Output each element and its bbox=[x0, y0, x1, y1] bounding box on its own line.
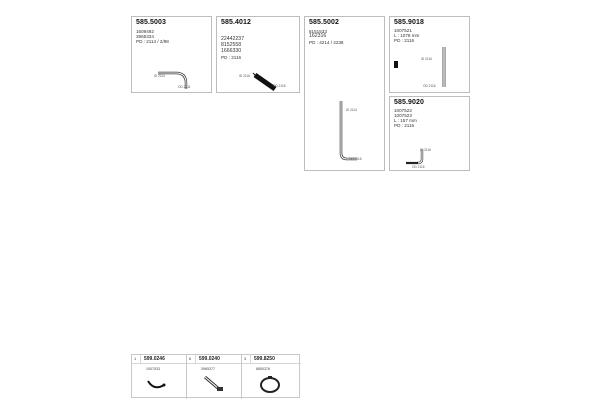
part-quantity: 1 bbox=[134, 356, 137, 361]
part-card-585-4012 bbox=[216, 16, 300, 93]
part-card-585-9018 bbox=[389, 16, 470, 93]
callout-label: ID 2116 bbox=[239, 74, 250, 78]
callout-label: OD 2116 bbox=[273, 84, 286, 88]
part-note: L : 157 mm bbox=[394, 118, 417, 123]
callout-label: ID 2116 bbox=[421, 57, 432, 61]
part-ref: 162316 bbox=[309, 33, 327, 39]
callout-label: ID 2114 bbox=[154, 74, 165, 78]
part-ref: 1007533 bbox=[146, 367, 160, 371]
part-ref: 1666330 bbox=[221, 48, 242, 54]
part-code: 585.5002 bbox=[309, 19, 339, 26]
part-ref: 22442237 bbox=[221, 36, 245, 42]
clamp-mark bbox=[394, 61, 398, 68]
part-card-585-5003 bbox=[131, 16, 212, 93]
part-ref: 8151533 bbox=[309, 29, 327, 34]
part-note: PD : 2116 bbox=[221, 55, 242, 60]
part-quantity: 3 bbox=[244, 356, 247, 361]
part-code: 599.0246 bbox=[144, 355, 165, 362]
part-ref: 1609492 bbox=[136, 29, 154, 34]
part-note: PD : 2116 bbox=[394, 123, 415, 128]
part-code: 585.4012 bbox=[221, 19, 251, 26]
part-code: 585.5003 bbox=[136, 19, 166, 26]
part-quantity: 6 bbox=[189, 356, 192, 361]
callout-label: ID 2116 bbox=[420, 148, 431, 152]
callout-label: OD 2116 bbox=[412, 165, 425, 169]
part-ref: 1007523 bbox=[394, 113, 412, 118]
part-code: 599.0240 bbox=[199, 355, 220, 362]
callout-label: OD 2211 bbox=[178, 85, 191, 89]
part-ref: 8152558 bbox=[221, 42, 242, 48]
part-card-585-9020 bbox=[389, 96, 470, 171]
callout-label: OD 2116 bbox=[423, 84, 436, 88]
part-code: 585.9018 bbox=[394, 19, 424, 26]
bottom-part-cell bbox=[132, 355, 187, 399]
callout-label: OD 2116 bbox=[349, 157, 362, 161]
part-note: PD : 2116 bbox=[394, 38, 415, 43]
part-ref: 3965377 bbox=[201, 367, 215, 371]
bracket-drawing bbox=[201, 373, 231, 393]
part-note: PD : 4214 / 4238 bbox=[309, 40, 344, 45]
part-ref: 1007522 bbox=[394, 108, 412, 113]
callout-label: ID 2114 bbox=[346, 108, 357, 112]
part-ref: 1007521 bbox=[394, 28, 412, 33]
cell-divider bbox=[195, 355, 196, 363]
bottom-part-cell bbox=[242, 355, 301, 399]
part-ref: 3965334 bbox=[136, 34, 154, 39]
part-card-585-5002 bbox=[304, 16, 385, 171]
bottom-parts-strip bbox=[131, 354, 300, 398]
clamp-ring-drawing bbox=[256, 373, 286, 395]
bottom-part-cell bbox=[187, 355, 242, 399]
part-code: 599.8250 bbox=[254, 355, 275, 362]
curved-clip-drawing bbox=[144, 375, 174, 395]
elbow-pipe-drawing bbox=[148, 65, 208, 95]
cell-divider bbox=[250, 355, 251, 363]
part-note: PD : 2114 / 2/98 bbox=[136, 39, 169, 44]
cell-divider bbox=[140, 355, 141, 363]
part-note: L : 1078 mm bbox=[394, 33, 420, 38]
part-ref: 8850376 bbox=[256, 367, 270, 371]
part-code: 585.9020 bbox=[394, 99, 424, 106]
